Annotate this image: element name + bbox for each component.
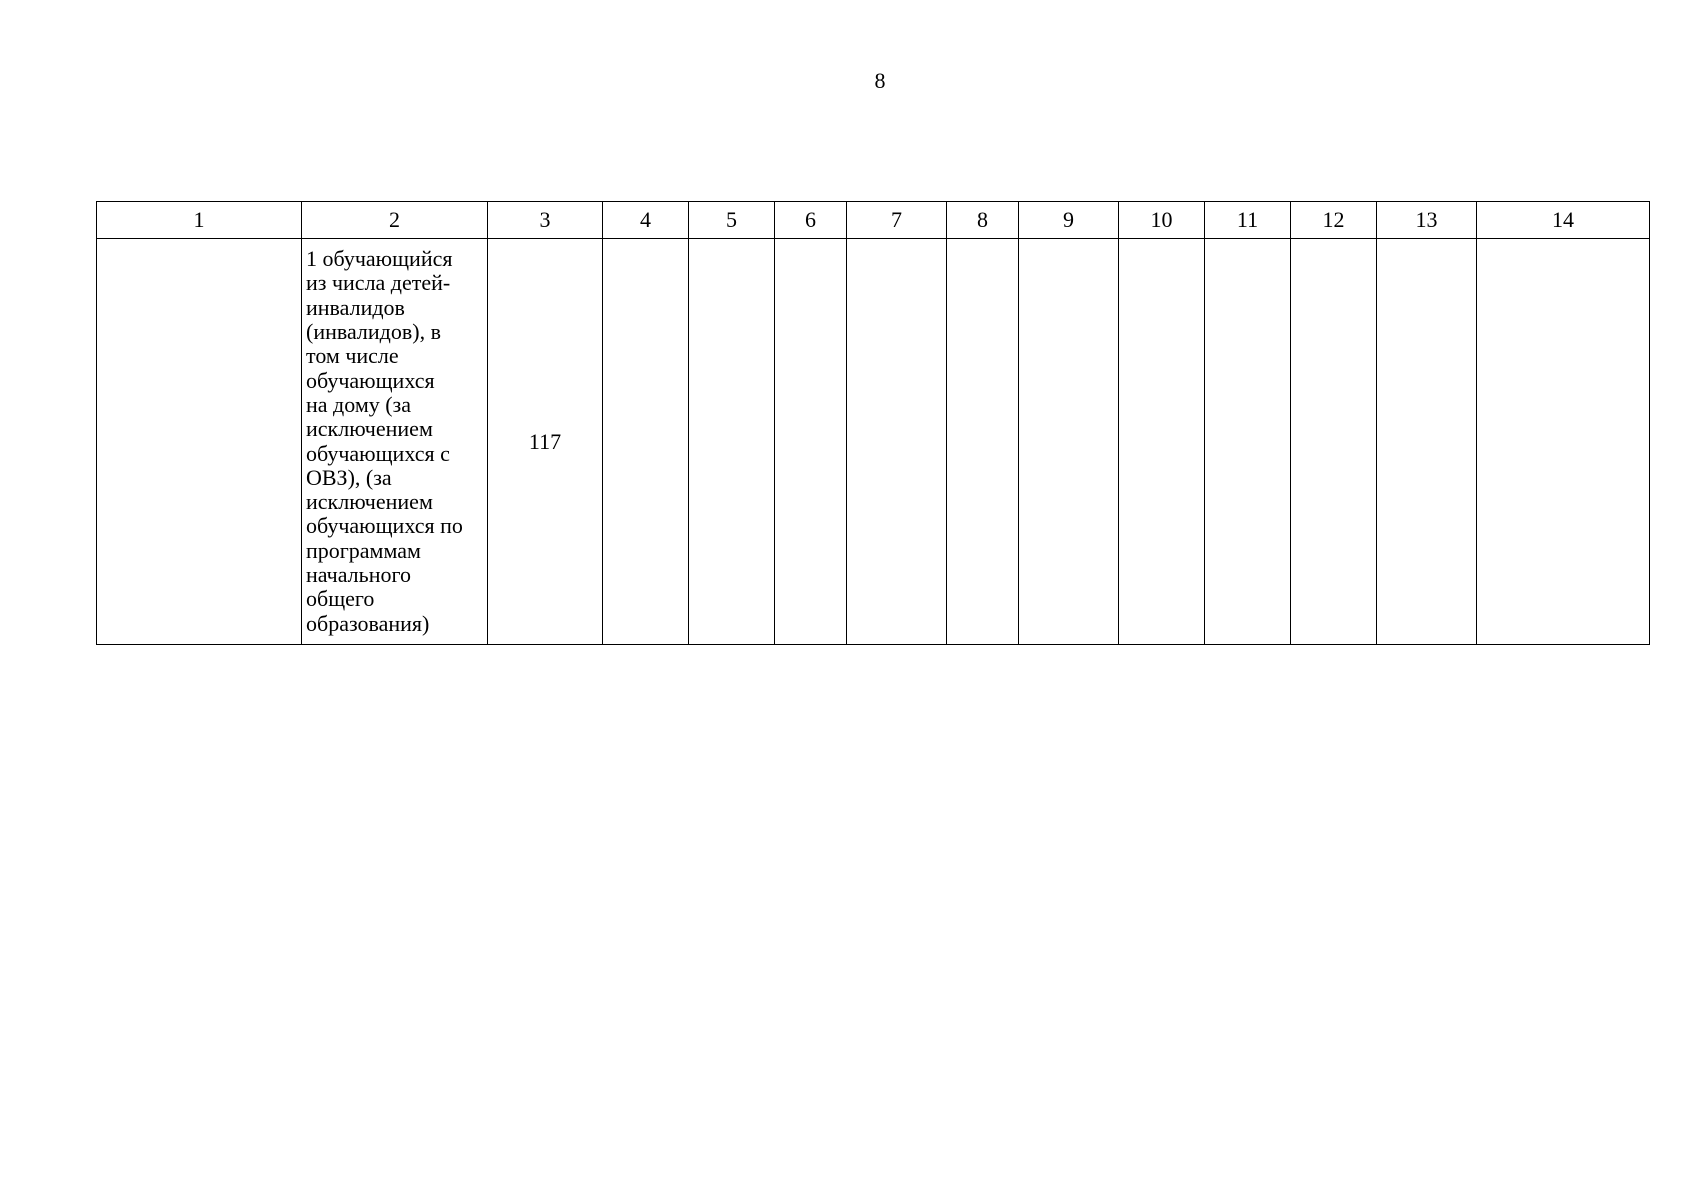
value-cell: 117 — [488, 239, 603, 645]
column-header: 4 — [603, 202, 689, 239]
column-header: 14 — [1477, 202, 1650, 239]
table-cell — [1019, 239, 1119, 645]
column-header: 5 — [689, 202, 775, 239]
column-header: 3 — [488, 202, 603, 239]
table-row — [97, 239, 1650, 645]
table-cell — [689, 239, 775, 645]
column-header: 13 — [1377, 202, 1477, 239]
column-header: 7 — [847, 202, 947, 239]
column-header: 12 — [1291, 202, 1377, 239]
table-cell — [1477, 239, 1650, 645]
description-cell — [302, 239, 488, 645]
description-text: 1 обучающийся из числа детей- инвалидов (инвалидов), в том числе обучающихся на дому (за исключением обучающихся с ОВЗ), (за исключением обучающихся по программам начального общего образования) — [306, 246, 463, 636]
table-cell — [1377, 239, 1477, 645]
table-cell — [1205, 239, 1291, 645]
table-cell — [847, 239, 947, 645]
data-table — [96, 201, 1650, 645]
column-header: 6 — [775, 202, 847, 239]
table-cell — [97, 239, 302, 645]
column-header: 9 — [1019, 202, 1119, 239]
column-header: 2 — [302, 202, 488, 239]
page-number: 8 — [874, 68, 886, 93]
table-cell — [1291, 239, 1377, 645]
column-header: 11 — [1205, 202, 1291, 239]
column-header: 1 — [97, 202, 302, 239]
table-cell — [947, 239, 1019, 645]
column-header: 8 — [947, 202, 1019, 239]
header-row — [97, 202, 1650, 239]
table-cell — [1119, 239, 1205, 645]
table-cell — [603, 239, 689, 645]
column-header: 10 — [1119, 202, 1205, 239]
table-cell — [775, 239, 847, 645]
